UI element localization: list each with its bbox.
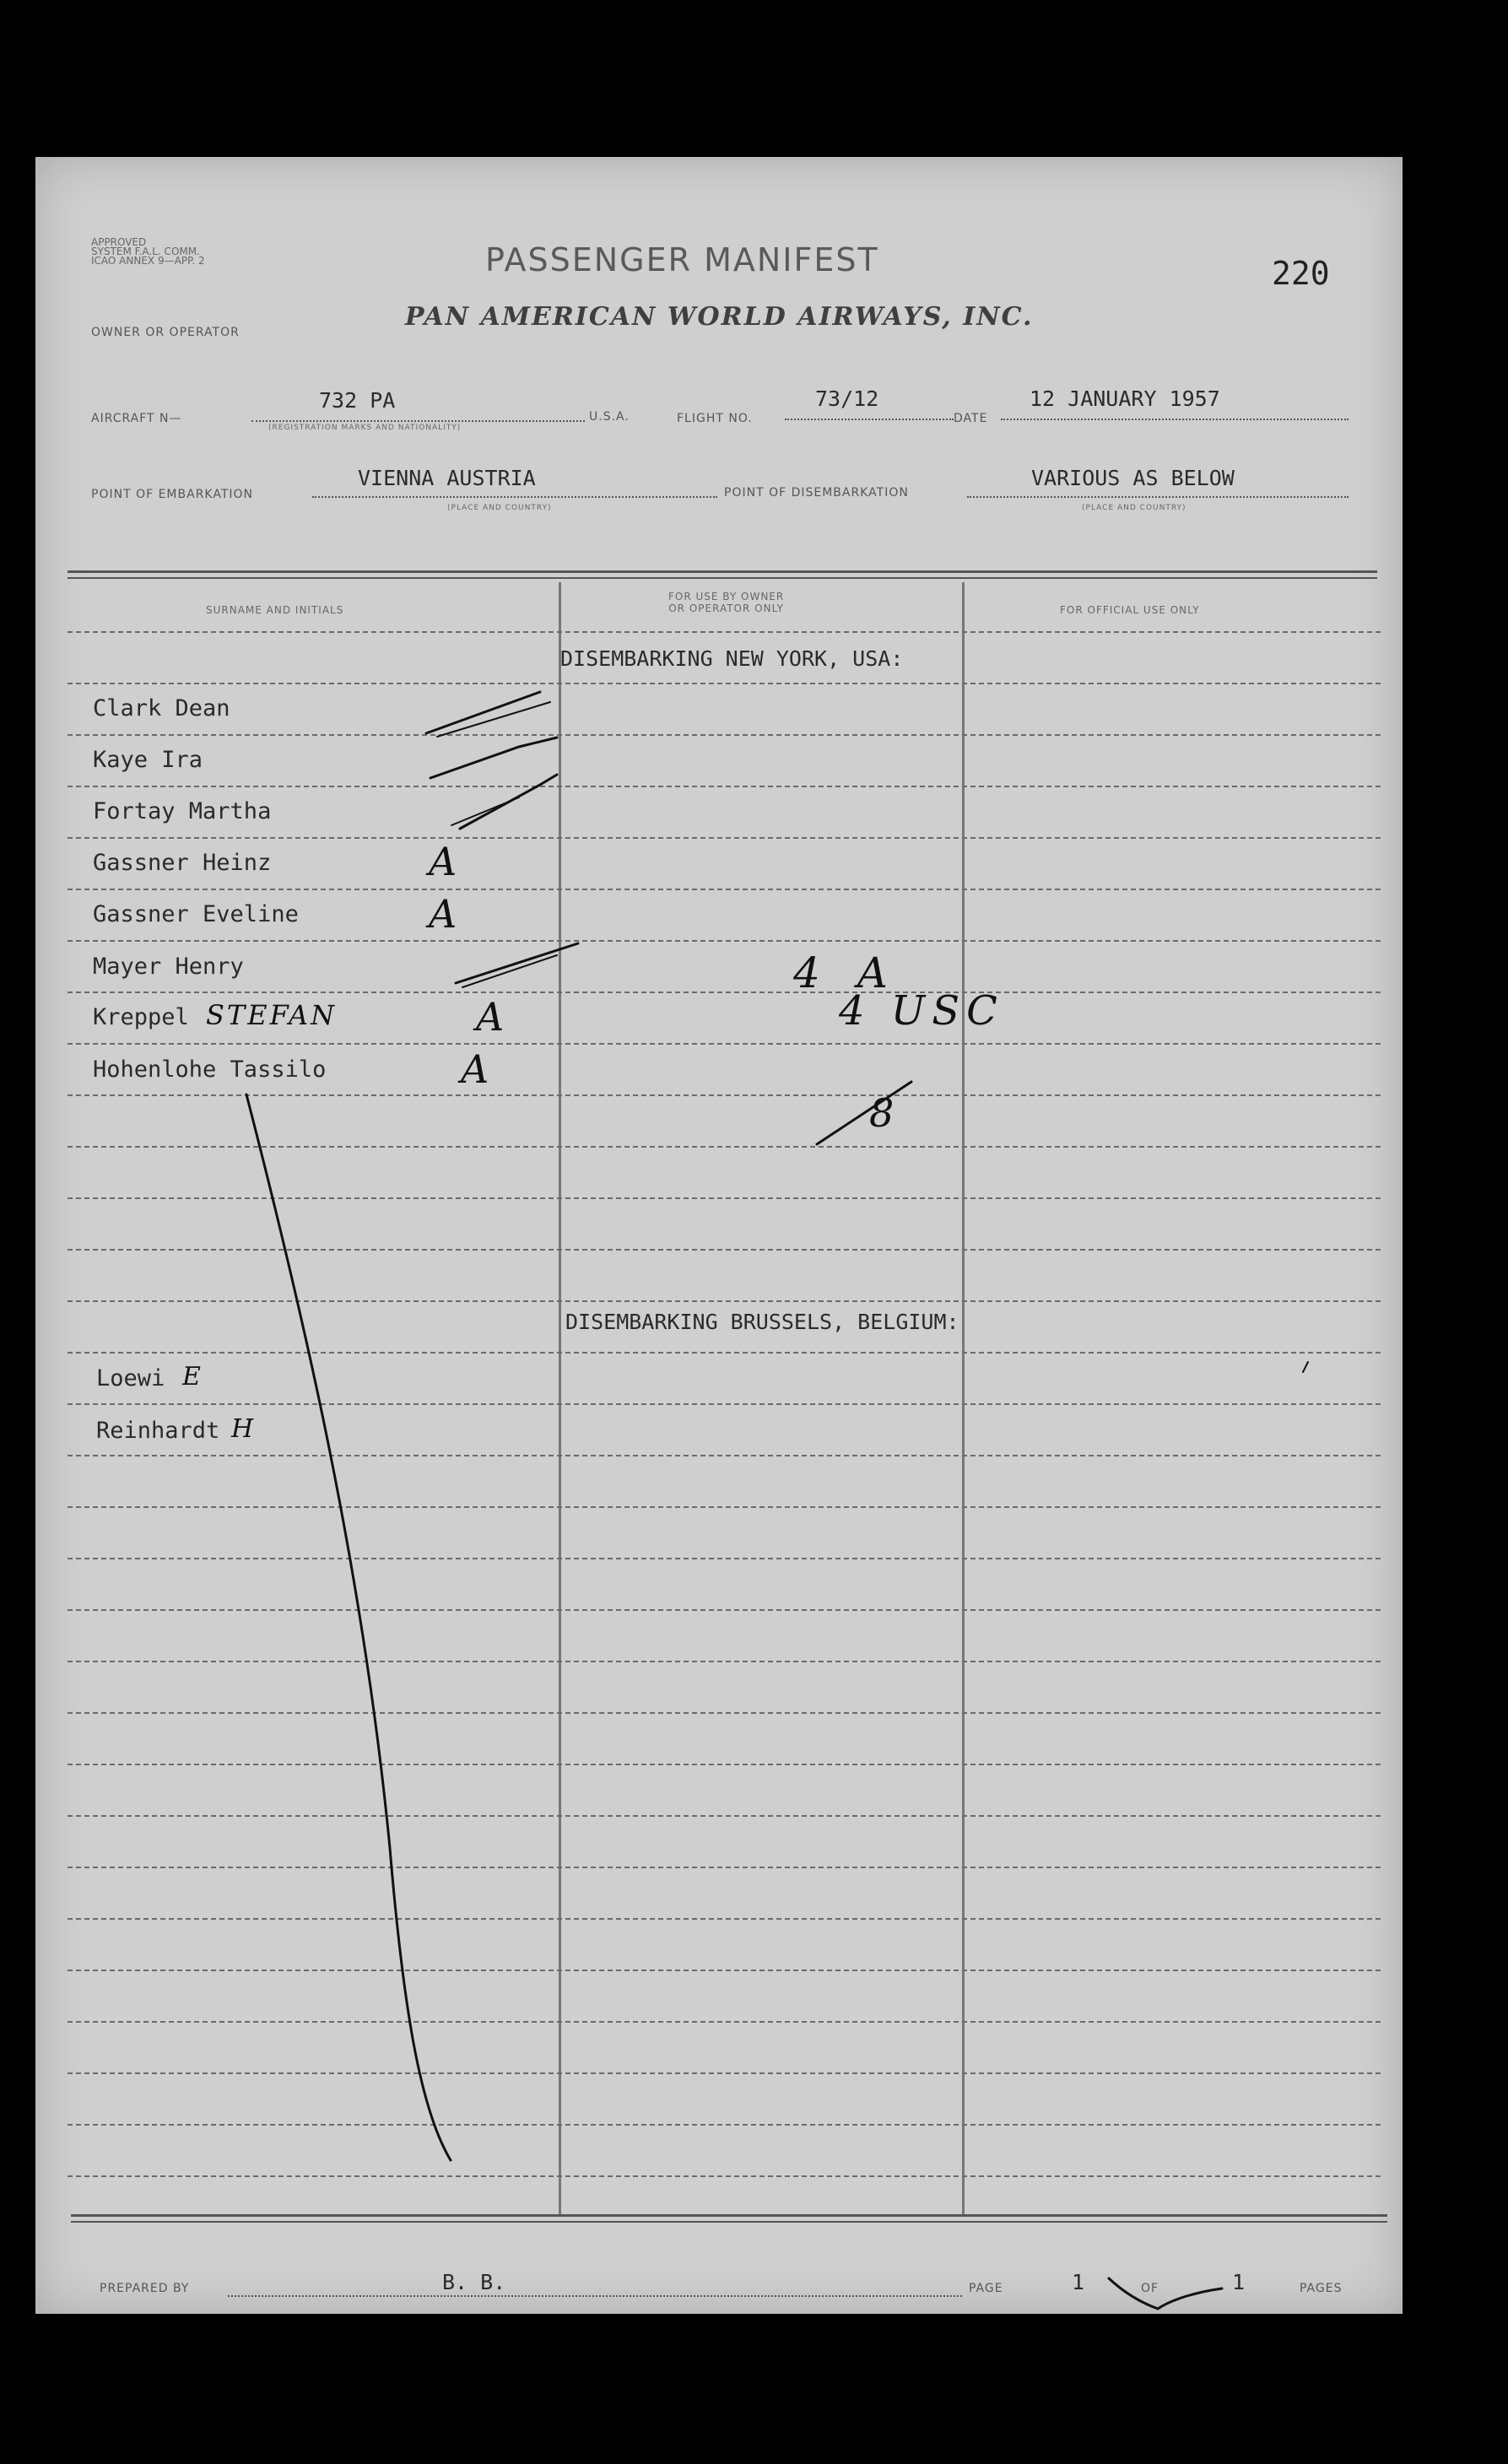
passenger-brussels-2-initial: H bbox=[231, 1414, 254, 1444]
page-value: 1 bbox=[1072, 2270, 1085, 2294]
tally-total: 8 bbox=[869, 1090, 895, 1136]
form-title: PASSENGER MANIFEST bbox=[485, 241, 879, 278]
stamp-number: 220 bbox=[1272, 255, 1330, 292]
check-stroke-6b bbox=[462, 955, 557, 987]
bracket-line bbox=[246, 1094, 451, 2160]
passenger-name-3: Fortay Martha bbox=[93, 798, 272, 824]
check-stroke-1 bbox=[426, 692, 540, 733]
approval-line-3: ICAO ANNEX 9—APP. 2 bbox=[91, 255, 205, 267]
passenger-name-1: Clark Dean bbox=[93, 695, 230, 721]
check-stroke-3b bbox=[451, 797, 519, 825]
prepared-by-label: PREPARED BY bbox=[100, 2282, 190, 2295]
passenger-brussels-2: Reinhardt bbox=[96, 1418, 220, 1444]
section-new-york: DISEMBARKING NEW YORK, USA: bbox=[560, 646, 904, 671]
passenger-name-4: Gassner Heinz bbox=[93, 850, 272, 876]
passenger-brussels-1: Loewi bbox=[96, 1365, 165, 1391]
passenger-brussels-1-initial: E bbox=[182, 1362, 201, 1391]
embarkation-label: POINT OF EMBARKATION bbox=[91, 488, 254, 501]
date-label: DATE bbox=[954, 412, 988, 425]
company-name: PAN AMERICAN WORLD AIRWAYS, INC. bbox=[405, 302, 1034, 332]
mark-a-5: A bbox=[429, 891, 457, 937]
pages-value: 1 bbox=[1232, 2270, 1246, 2294]
passenger-name-2: Kaye Ira bbox=[93, 747, 203, 773]
owner-label: OWNER OR OPERATOR bbox=[91, 326, 240, 339]
mark-a-8: A bbox=[461, 1046, 489, 1092]
tally-a: 4 A bbox=[793, 948, 900, 997]
aircraft-sublabel: (REGISTRATION MARKS AND NATIONALITY) bbox=[268, 424, 462, 432]
embarkation-sublabel: (PLACE AND COUNTRY) bbox=[447, 504, 552, 512]
column-header-official: FOR OFFICIAL USE ONLY bbox=[1060, 604, 1200, 616]
footer-scribble bbox=[1109, 2278, 1222, 2309]
check-stroke-6 bbox=[456, 943, 578, 983]
passenger-name-8: Hohenlohe Tassilo bbox=[93, 1056, 327, 1083]
embarkation-value: VIENNA AUSTRIA bbox=[358, 466, 536, 490]
fraction-stroke bbox=[817, 1082, 911, 1144]
flight-label: FLIGHT NO. bbox=[677, 412, 753, 425]
stray-mark bbox=[1303, 1362, 1308, 1372]
passenger-name-7: Kreppel bbox=[93, 1004, 189, 1030]
disembarkation-value: VARIOUS AS BELOW bbox=[1031, 466, 1235, 490]
passenger-firstname-handwritten-7: STEFAN bbox=[206, 999, 338, 1031]
approval-line-2: SYSTEM F.A.L. COMM. bbox=[91, 246, 200, 257]
mark-a-4: A bbox=[429, 839, 457, 884]
passenger-name-5: Gassner Eveline bbox=[93, 901, 299, 927]
aircraft-value: 732 PA bbox=[319, 388, 396, 413]
section-brussels: DISEMBARKING BRUSSELS, BELGIUM: bbox=[565, 1310, 959, 1334]
page-label: PAGE bbox=[969, 2282, 1003, 2295]
mark-a-7: A bbox=[476, 994, 505, 1040]
tally-usc: 4 USC bbox=[839, 987, 1004, 1035]
aircraft-country: U.S.A. bbox=[589, 410, 630, 424]
passenger-name-6: Mayer Henry bbox=[93, 954, 244, 980]
prepared-by-value: B. B. bbox=[442, 2270, 506, 2294]
disembarkation-label: POINT OF DISEMBARKATION bbox=[724, 486, 909, 500]
owner-header-line-1: FOR USE BY OWNER bbox=[668, 591, 785, 602]
of-label: OF bbox=[1141, 2282, 1159, 2295]
owner-header-line-2: OR OPERATOR ONLY bbox=[668, 602, 784, 614]
approval-line-1: APPROVED bbox=[91, 236, 147, 248]
check-stroke-1b bbox=[437, 702, 550, 737]
flight-value: 73/12 bbox=[815, 386, 879, 411]
column-header-surname: SURNAME AND INITIALS bbox=[206, 604, 344, 616]
check-stroke-2 bbox=[430, 738, 557, 778]
pages-label: PAGES bbox=[1300, 2282, 1343, 2295]
date-value: 12 JANUARY 1957 bbox=[1030, 386, 1220, 411]
aircraft-label: AIRCRAFT N— bbox=[91, 412, 182, 425]
disembarkation-sublabel: (PLACE AND COUNTRY) bbox=[1082, 504, 1186, 512]
